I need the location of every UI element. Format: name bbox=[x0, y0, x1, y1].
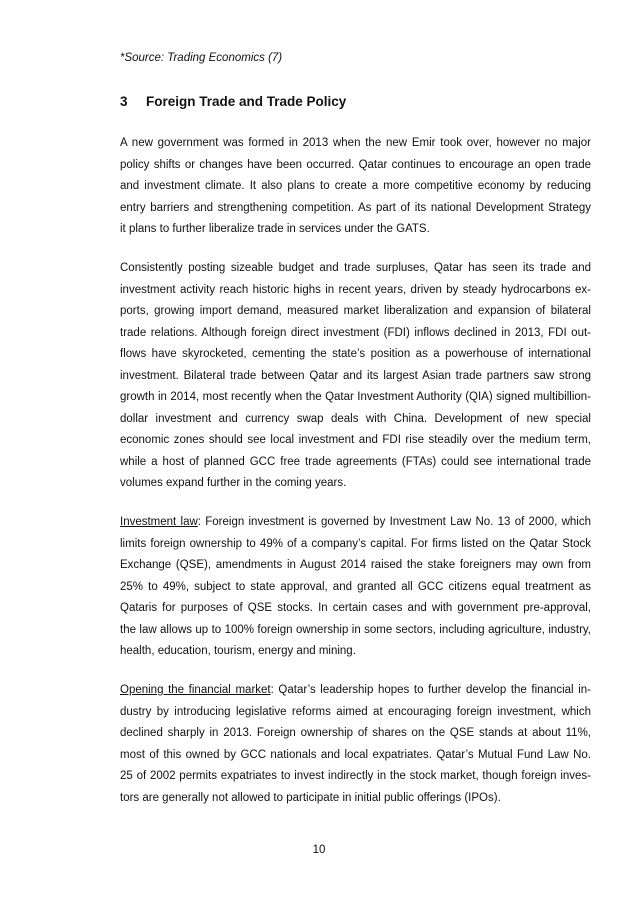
text-line: ports, growing import demand, measured market liberalization and expansion of bilateral bbox=[120, 305, 591, 317]
text-line: Qataris for purposes of QSE stocks. In certain cases and with government pre-approval, bbox=[120, 602, 591, 614]
section-number: 3 bbox=[120, 94, 128, 109]
text-line: investment activity reach historic highs in recent years, driven by steady hydrocarbons ex- bbox=[120, 283, 591, 296]
text-line: 25 of 2002 permits expatriates to invest indirectly in the stock market, though foreign inves- bbox=[120, 770, 591, 782]
text-line: Exchange (QSE), amendments in August 2014 raised the stake foreigners may own from bbox=[120, 559, 591, 571]
page-number: 10 bbox=[312, 844, 326, 856]
text-line: 25% to 49%, subject to state approval, and granted all GCC citizens equal treatment as bbox=[120, 580, 591, 593]
text-line: trade relations. Although foreign direct investment (FDI) inflows declined in 2013, FDI out- bbox=[120, 326, 591, 339]
section-heading bbox=[120, 93, 346, 111]
text-line: A new government was formed in 2013 when the new Emir took over, however no major bbox=[120, 137, 591, 149]
text-line: limits foreign ownership to 49% of a company’s capital. For firms listed on the Qatar Stock bbox=[120, 537, 591, 550]
text-line: tors are generally not allowed to participate in initial public offerings (IPOs). bbox=[120, 791, 501, 804]
text-line: policy shifts or changes have been occurred. Qatar continues to encourage an open trade bbox=[120, 158, 591, 171]
text-line: investment. Bilateral trade between Qatar and its largest Asian trade partners saw strong bbox=[120, 369, 591, 382]
text-line: the law allows up to 100% foreign ownership in some sectors, including agriculture, industry, bbox=[120, 623, 591, 636]
investment-law-subheading: Investment law bbox=[120, 516, 198, 528]
section-title: Foreign Trade and Trade Policy bbox=[146, 94, 347, 109]
text-line: growth in 2014, most recently when the Qatar Investment Authority (QIA) signed multibillion- bbox=[120, 391, 591, 403]
text-line: flows have skyrocketed, cementing the state’s position as a powerhouse of international bbox=[120, 348, 591, 360]
paragraph-financial-market bbox=[120, 680, 591, 809]
text-line: it plans to further liberalize trade in services under the GATS. bbox=[120, 223, 430, 235]
text-line: Consistently posting sizeable budget and trade surpluses, Qatar has seen its trade and bbox=[120, 262, 591, 274]
text-line: entry barriers and strengthening competition. As part of its national Development Strategy bbox=[120, 201, 591, 214]
text-line: while a host of planned GCC free trade agreements (FTAs) could see international trade bbox=[120, 455, 591, 468]
paragraph-trade-surpluses bbox=[120, 258, 591, 495]
text-line: most of this owned by GCC nationals and local expatriates. Qatar’s Mutual Fund Law No. bbox=[120, 748, 591, 761]
source-note: *Source: Trading Economics (7) bbox=[120, 52, 283, 64]
text-line: dustry by introducing legislative reforms aimed at encouraging foreign investment, which bbox=[120, 705, 591, 718]
text-line: Opening the financial market: Qatar’s leadership hopes to further develop the financial in- bbox=[120, 684, 591, 696]
text-line: dollar investment and currency swap deals with China. Development of new special bbox=[120, 412, 591, 425]
text-line: economic zones should see local investment and FDI rise steadily over the medium term, bbox=[120, 434, 591, 446]
paragraph-investment-law bbox=[120, 512, 591, 663]
text-line: Investment law: Foreign investment is governed by Investment Law No. 13 of 2000, which bbox=[120, 516, 591, 528]
text-line: and investment climate. It also plans to create a more competitive economy by reducing bbox=[120, 180, 591, 192]
text-line: volumes expand further in the coming years. bbox=[120, 477, 347, 489]
text-line: declined sharply in 2013. Foreign ownership of shares on the QSE stands at about 11%, bbox=[120, 727, 591, 739]
text-line: health, education, tourism, energy and mining. bbox=[120, 645, 356, 657]
financial-market-subheading: Opening the financial market bbox=[120, 684, 271, 696]
paragraph-intro bbox=[120, 133, 591, 241]
